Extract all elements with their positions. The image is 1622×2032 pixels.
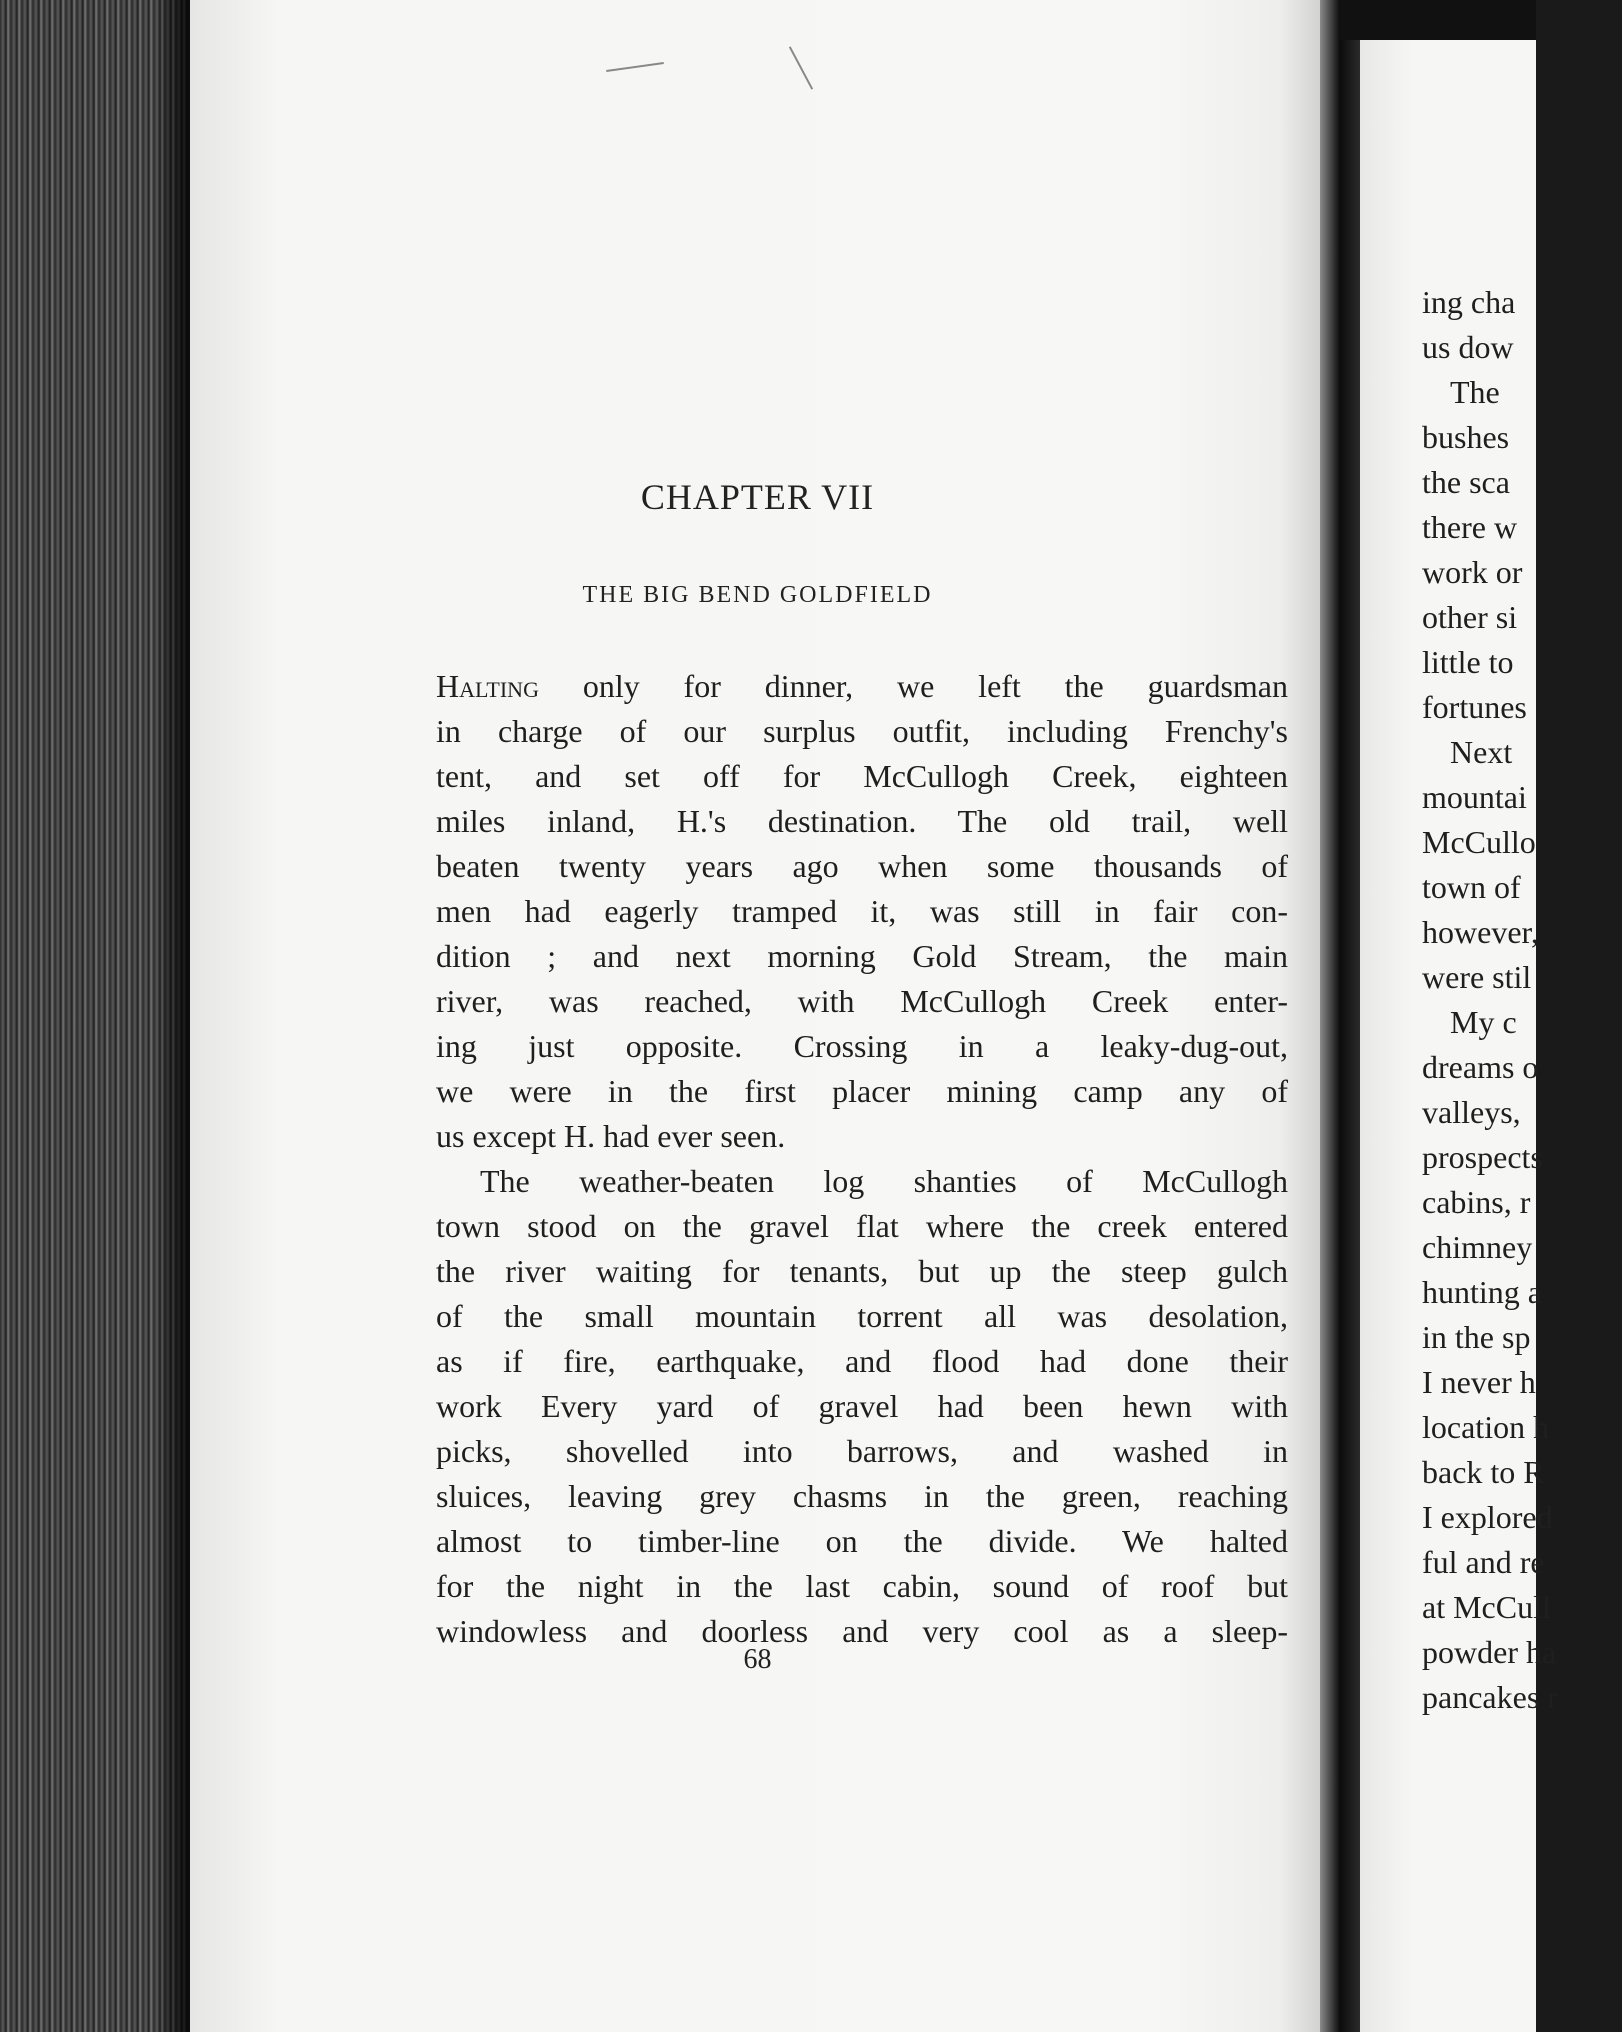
text-line: The [1450, 374, 1500, 410]
text-line: The weather-beaten log shanties of McCullogh [480, 1163, 1288, 1199]
text-line: prospects [1422, 1139, 1543, 1175]
chapter-subtitle: THE BIG BEND GOLDFIELD [582, 582, 933, 608]
text-line: I explored [1422, 1499, 1553, 1535]
drop-word: Halting [436, 668, 539, 704]
chapter-title: CHAPTER VII [640, 477, 875, 517]
text-line: were stil [1422, 959, 1532, 995]
text-line: work Every yard of gravel had been hewn with [436, 1388, 1288, 1424]
body-text [436, 664, 1288, 1654]
text-line: work or [1422, 554, 1523, 590]
text-line: tent, and set off for McCullogh Creek, eighteen [436, 758, 1288, 794]
text-line: McCullo [1422, 824, 1536, 860]
text-line: town stood on the gravel flat where the creek entered [436, 1208, 1288, 1244]
text-line: the river waiting for tenants, but up the steep gulch [436, 1253, 1288, 1289]
text-line: little to [1422, 644, 1514, 680]
text-line: in the sp [1422, 1319, 1531, 1355]
text-line: ing cha [1422, 284, 1516, 320]
text-line: miles inland, H.'s destination. The old trail, well [436, 803, 1288, 839]
text-line: pancakes r [1422, 1679, 1558, 1715]
text-line: ing just opposite. Crossing in a leaky-dug-out, [436, 1028, 1288, 1064]
book-gutter [1320, 0, 1360, 2032]
text-line: almost to timber-line on the divide. We halted [436, 1523, 1288, 1559]
right-page-text [1422, 280, 1622, 1720]
text-line: town of [1422, 869, 1521, 905]
text-line: powder ha [1422, 1634, 1557, 1670]
text-line: picks, shovelled into barrows, and washed in [436, 1433, 1288, 1469]
text-line: valleys, [1422, 1094, 1521, 1130]
text-line: back to R [1422, 1454, 1545, 1490]
text-line: ful and re [1422, 1544, 1545, 1580]
text-line: location h [1422, 1409, 1550, 1445]
text-line: we were in the first placer mining camp any of [436, 1073, 1288, 1109]
text-line: Halting only for dinner, we left the guardsman [436, 668, 1288, 704]
text-line: for the night in the last cabin, sound of roof but [436, 1568, 1288, 1604]
text-line: there w [1422, 509, 1518, 545]
text-line: the sca [1422, 464, 1510, 500]
text-line: however, [1422, 914, 1539, 950]
text-line: other si [1422, 599, 1518, 635]
text-line: Next [1450, 734, 1513, 770]
text-line: fortunes [1422, 689, 1527, 725]
text-line: us dow [1422, 329, 1514, 365]
text-line: at McCull [1422, 1589, 1551, 1625]
text-line: windowless and doorless and very cool as a sleep- [436, 1613, 1288, 1649]
text-line: dition ; and next morning Gold Stream, the main [436, 938, 1288, 974]
text-line: beaten twenty years ago when some thousands of [436, 848, 1288, 884]
page-edges [0, 0, 190, 2032]
text-line: bushes [1422, 419, 1510, 455]
text-line: chimney [1422, 1229, 1533, 1265]
text-line: in charge of our surplus outfit, including Frenchy's [436, 713, 1288, 749]
text-line: cabins, r [1422, 1184, 1531, 1220]
text-line: river, was reached, with McCullogh Creek enter- [436, 983, 1288, 1019]
text-line: dreams o [1422, 1049, 1539, 1085]
text-line: of the small mountain torrent all was desolation, [436, 1298, 1288, 1334]
text-line: men had eagerly tramped it, was still in fair con- [436, 893, 1288, 929]
text-line: as if fire, earthquake, and flood had done their [436, 1343, 1288, 1379]
text-line: us except H. had ever seen. [436, 1118, 786, 1154]
text-line: I never h [1422, 1364, 1536, 1400]
text-line: My c [1450, 1004, 1517, 1040]
scan-dark-corner [1340, 0, 1536, 40]
text-line: hunting a [1422, 1274, 1542, 1310]
text-line: sluices, leaving grey chasms in the green, reaching [436, 1478, 1288, 1514]
page-number: 68 [743, 1644, 772, 1675]
text-line: mountai [1422, 779, 1527, 815]
